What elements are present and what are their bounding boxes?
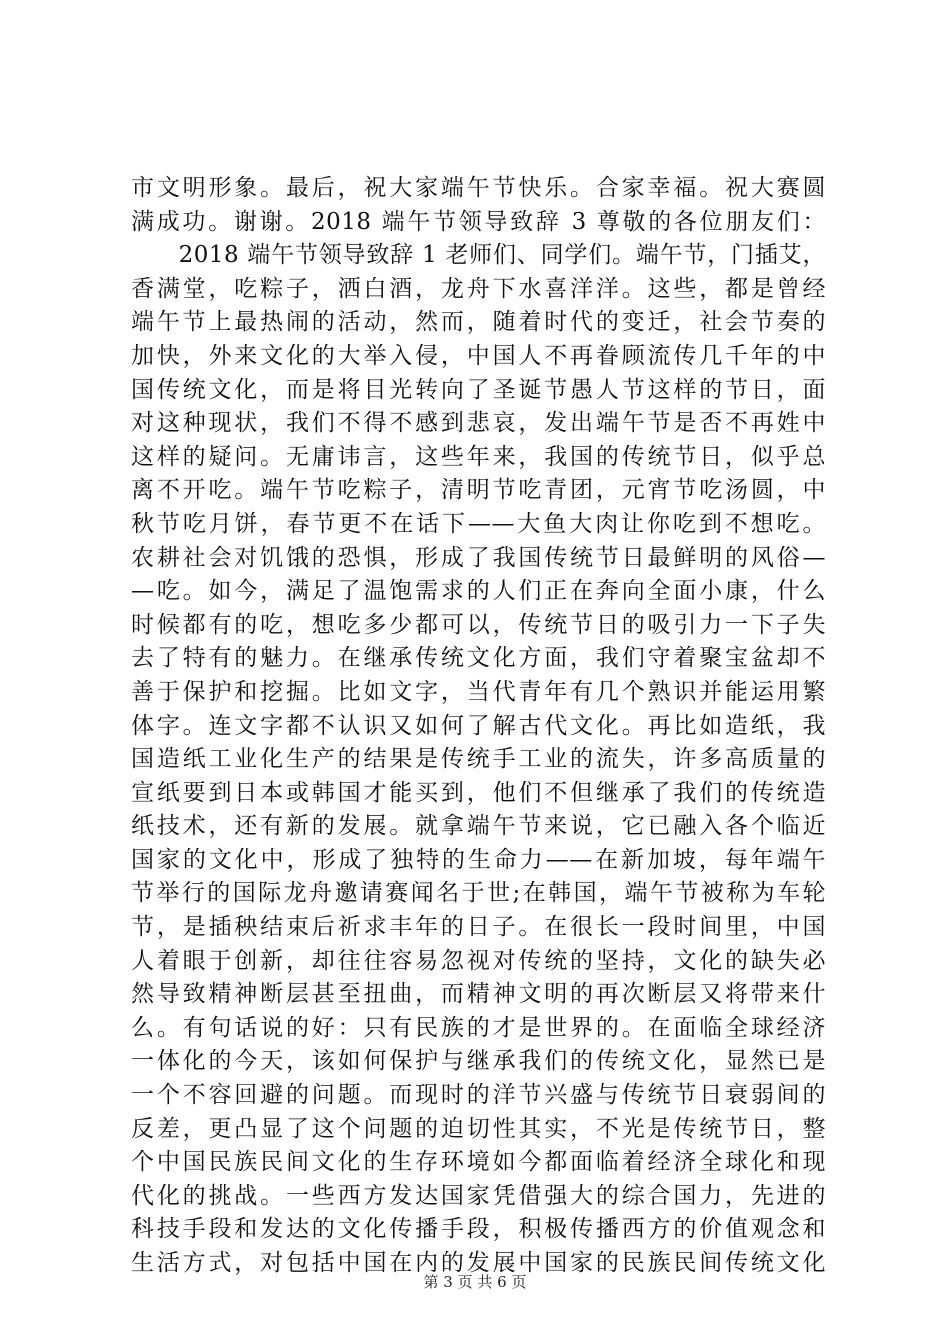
text-line: 市文明形象。最后，祝大家端午节快乐。合家幸福。祝大赛圆 <box>131 175 826 201</box>
text-line: 体字。连文字都不认识又如何了解古代文化。再比如造纸，我 <box>131 712 826 739</box>
text-line: 节举行的国际龙舟邀请赛闻名于世;在韩国，端午节被称为车轮 <box>131 880 826 907</box>
text-line: 一体化的今天，该如何保护与继承我们的传统文化，显然已是 <box>131 1048 826 1075</box>
text-line: 农耕社会对饥饿的恐惧，形成了我国传统节日最鲜明的风俗— <box>131 544 826 571</box>
text-line: 去了特有的魅力。在继承传统文化方面，我们守着聚宝盆却不 <box>131 645 826 672</box>
text-line: 国造纸工业化生产的结果是传统手工业的流失，许多高质量的 <box>131 746 826 773</box>
text-line: 国家的文化中，形成了独特的生命力——在新加坡，每年端午 <box>131 846 826 873</box>
text-line: 2018 端午节领导致辞 1 老师们、同学们。端午节，门插艾， <box>131 242 826 269</box>
body-text <box>131 172 826 1281</box>
text-line: 秋节吃月饼，春节更不在话下——大鱼大肉让你吃到不想吃。 <box>131 510 826 537</box>
text-line: 对这种现状，我们不得不感到悲哀，发出端午节是否不再姓中 <box>131 410 826 437</box>
text-line: 这样的疑问。无庸讳言，这些年来，我国的传统节日，似乎总 <box>131 443 826 470</box>
text-line: 代化的挑战。一些西方发达国家凭借强大的综合国力，先进的 <box>131 1182 826 1209</box>
text-line: 一个不容回避的问题。而现时的洋节兴盛与传统节日衰弱间的 <box>131 1082 826 1109</box>
text-line: 纸技术，还有新的发展。就拿端午节来说，它已融入各个临近 <box>131 813 826 840</box>
text-line: 生活方式，对包括中国在内的发展中国家的民族民间传统文化 <box>131 1250 826 1276</box>
text-line: 反差，更凸显了这个问题的迫切性其实，不光是传统节日，整 <box>131 1115 826 1142</box>
text-line: 时候都有的吃，想吃多少都可以，传统节日的吸引力一下子失 <box>131 611 826 638</box>
text-line: 人着眼于创新，却往往容易忽视对传统的坚持，文化的缺失必 <box>131 947 826 974</box>
text-line: 加快，外来文化的大举入侵，中国人不再眷顾流传几千年的中 <box>131 342 826 369</box>
text-line: 端午节上最热闹的活动，然而，随着时代的变迁，社会节奏的 <box>131 309 826 336</box>
text-line: —吃。如今，满足了温饱需求的人们正在奔向全面小康，什么 <box>131 578 826 605</box>
text-line: 满成功。谢谢。2018 端午节领导致辞 3 尊敬的各位朋友们： <box>131 208 826 235</box>
text-line: 科技手段和发达的文化传播手段，积极传播西方的价值观念和 <box>131 1216 826 1243</box>
text-line: 离不开吃。端午节吃粽子，清明节吃青团，元宵节吃汤圆，中 <box>131 477 826 504</box>
text-line: 国传统文化，而是将目光转向了圣诞节愚人节这样的节日，面 <box>131 376 826 403</box>
text-line: 然导致精神断层甚至扭曲，而精神文明的再次断层又将带来什 <box>131 981 826 1008</box>
text-line: 善于保护和挖掘。比如文字，当代青年有几个熟识并能运用繁 <box>131 678 826 705</box>
text-line: 宣纸要到日本或韩国才能买到，他们不但继承了我们的传统造 <box>131 779 826 806</box>
page-footer: 第 3 页 共 6 页 <box>423 1273 527 1291</box>
text-line: 么。有句话说的好：只有民族的才是世界的。在面临全球经济 <box>131 1014 826 1041</box>
text-line: 个中国民族民间文化的生存环境如今都面临着经济全球化和现 <box>131 1149 826 1176</box>
text-line: 香满堂，吃粽子，洒白酒，龙舟下水喜洋洋。这些，都是曾经 <box>131 275 826 302</box>
text-line: 节，是插秧结束后祈求丰年的日子。在很长一段时间里，中国 <box>131 914 826 941</box>
